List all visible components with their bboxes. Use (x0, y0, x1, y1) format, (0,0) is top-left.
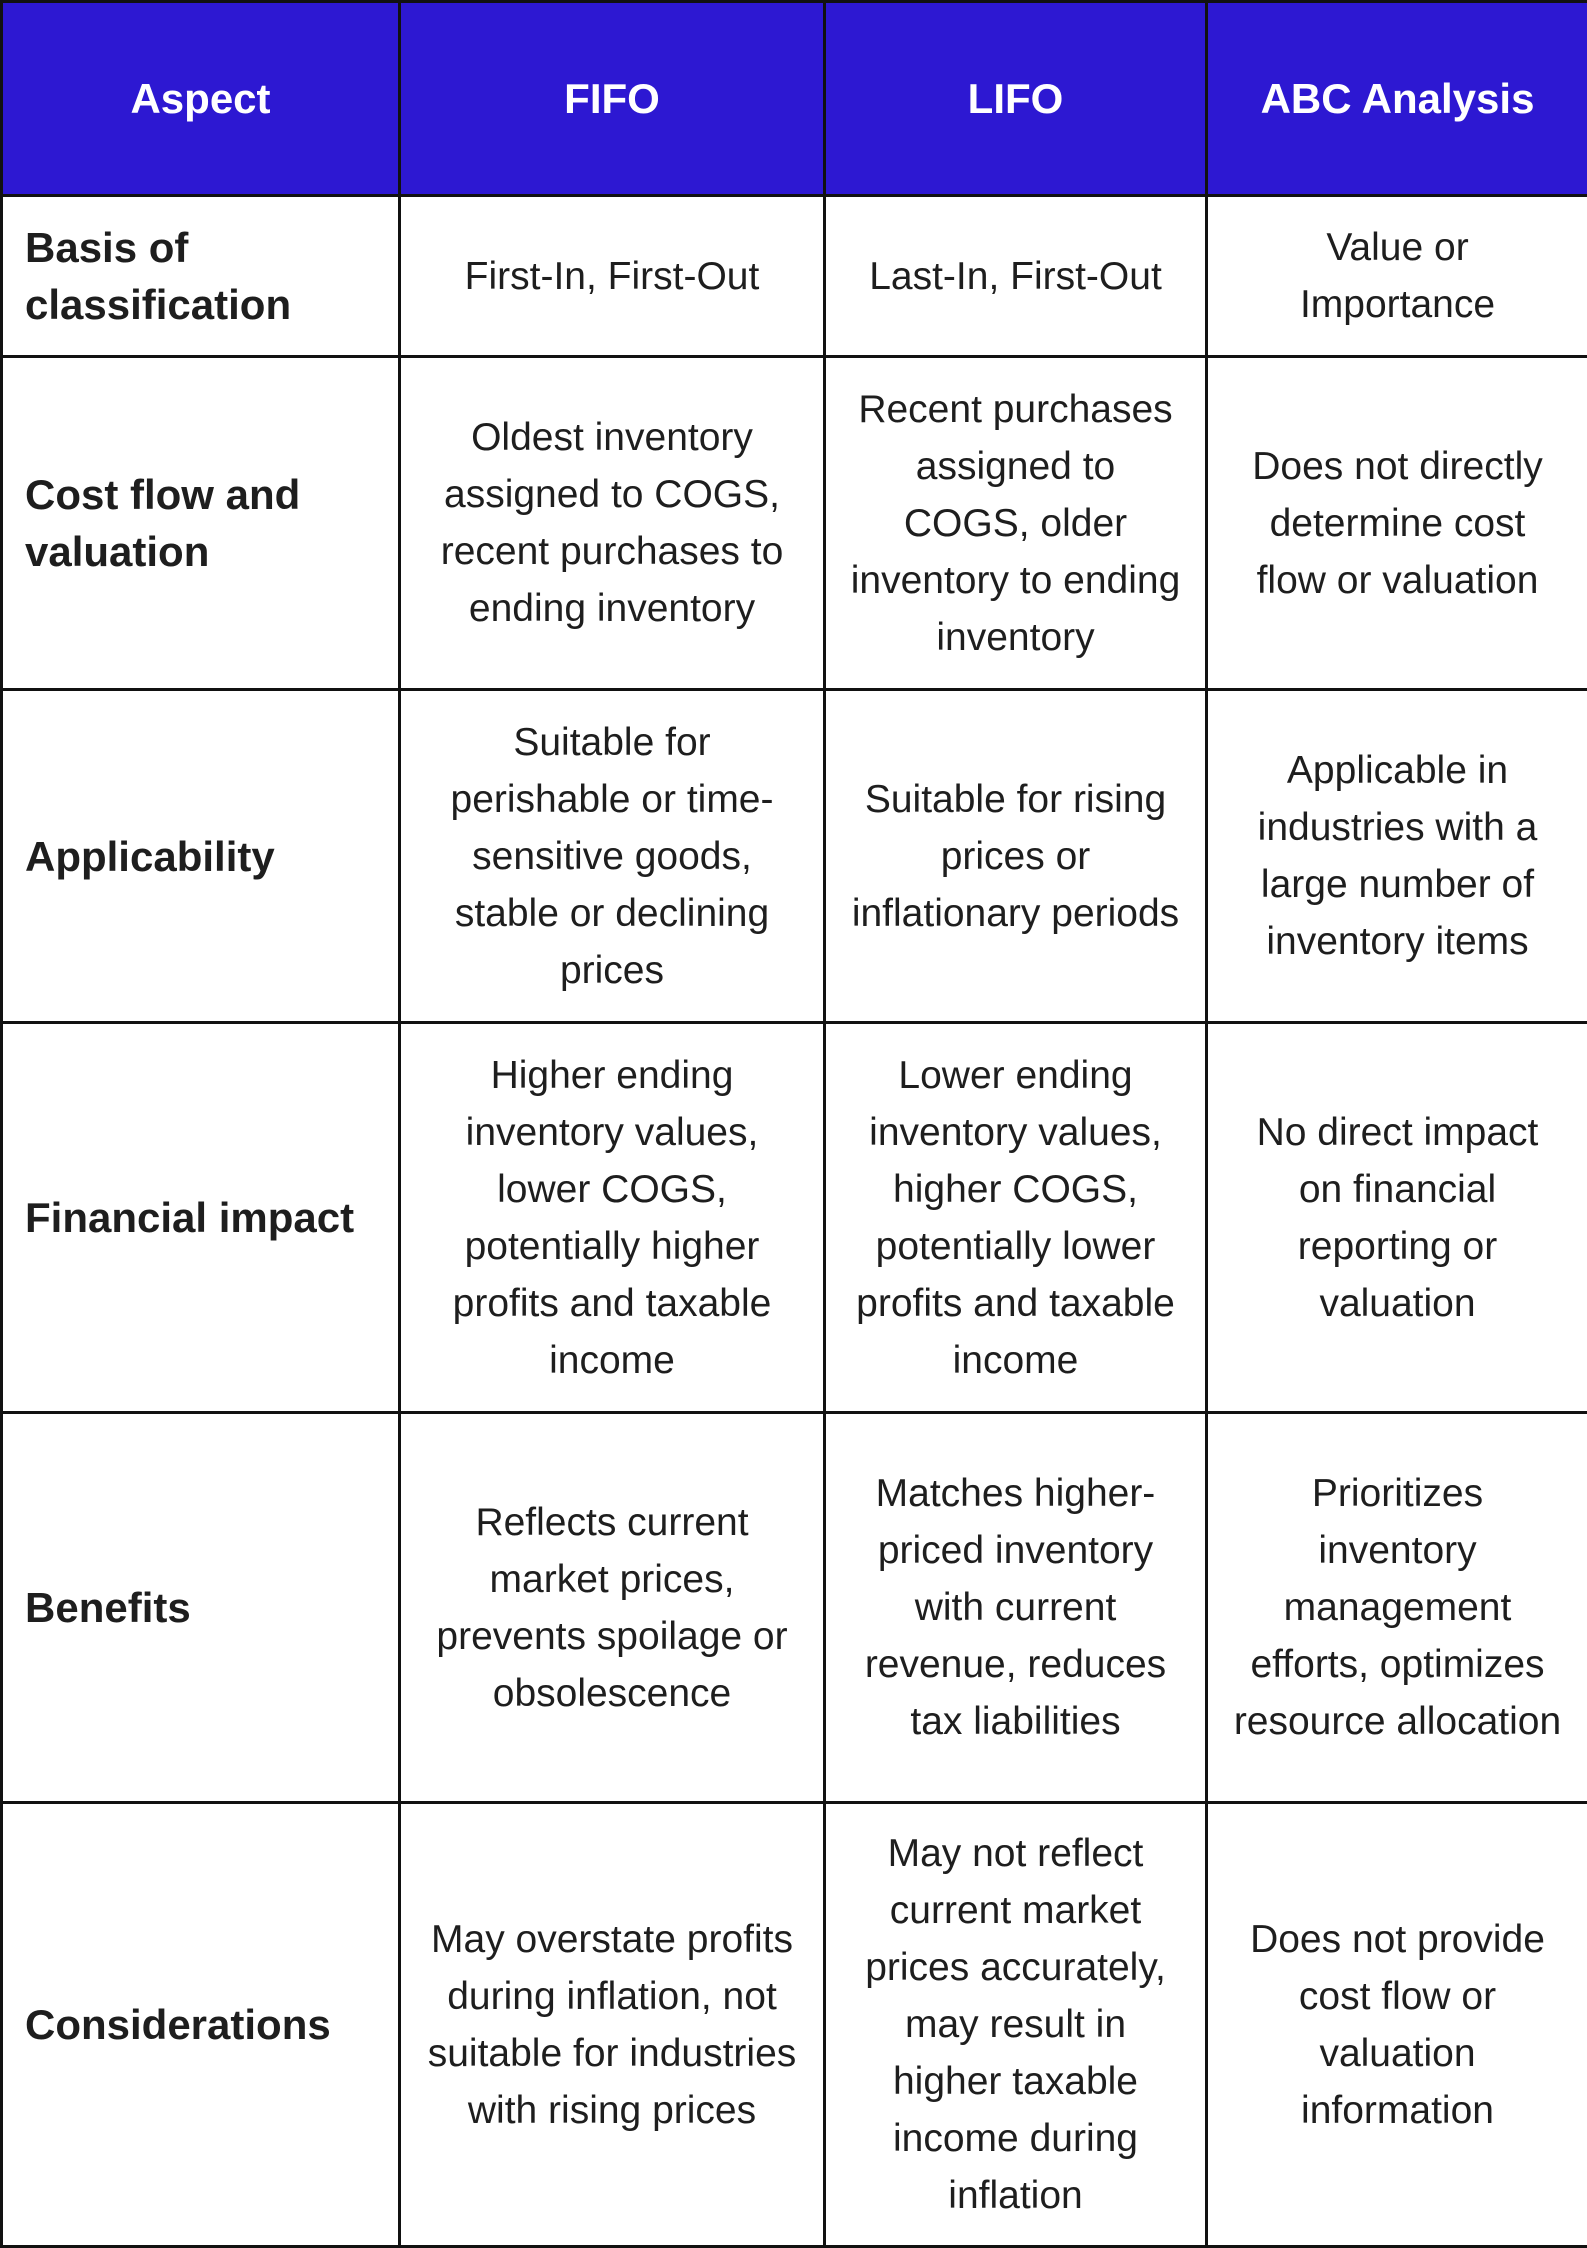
abc-cell: Applicable in industries with a large number of inventory items (1207, 690, 1587, 1023)
lifo-cell: Suitable for rising prices or inflationary periods (825, 690, 1207, 1023)
fifo-cell: Higher ending inventory values, lower COGS, potentially higher profits and taxable income (400, 1023, 825, 1413)
row-aspect-label: Cost flow and valuation (2, 357, 400, 690)
row-aspect-label: Financial impact (2, 1023, 400, 1413)
row-aspect-label: Basis of classification (2, 196, 400, 357)
lifo-cell: Lower ending inventory values, higher COGS, potentially lower profits and taxable income (825, 1023, 1207, 1413)
table-row (2, 357, 1587, 690)
table-header (2, 2, 1587, 196)
fifo-cell: Reflects current market prices, prevents spoilage or obsolescence (400, 1413, 825, 1803)
abc-cell: Does not directly determine cost flow or valuation (1207, 357, 1587, 690)
fifo-cell: Suitable for perishable or time-sensitive goods, stable or declining prices (400, 690, 825, 1023)
header-fifo: FIFO (400, 2, 825, 196)
abc-cell: Value or Importance (1207, 196, 1587, 357)
lifo-cell: Matches higher-priced inventory with current revenue, reduces tax liabilities (825, 1413, 1207, 1803)
row-aspect-label: Considerations (2, 1803, 400, 2247)
row-aspect-label: Benefits (2, 1413, 400, 1803)
table-body (2, 196, 1587, 2247)
header-aspect: Aspect (2, 2, 400, 196)
lifo-cell: Last-In, First-Out (825, 196, 1207, 357)
fifo-cell: Oldest inventory assigned to COGS, recent purchases to ending inventory (400, 357, 825, 690)
table-row (2, 1023, 1587, 1413)
table-row (2, 1413, 1587, 1803)
table-row (2, 196, 1587, 357)
header-row (2, 2, 1587, 196)
abc-cell: Prioritizes inventory management efforts, optimizes resource allocation (1207, 1413, 1587, 1803)
abc-cell: No direct impact on financial reporting or valuation (1207, 1023, 1587, 1413)
abc-cell: Does not provide cost flow or valuation information (1207, 1803, 1587, 2247)
fifo-cell: May overstate profits during inflation, not suitable for industries with rising prices (400, 1803, 825, 2247)
row-aspect-label: Applicability (2, 690, 400, 1023)
fifo-cell: First-In, First-Out (400, 196, 825, 357)
header-abc-analysis: ABC Analysis (1207, 2, 1587, 196)
lifo-cell: May not reflect current market prices accurately, may result in higher taxable income during inflation (825, 1803, 1207, 2247)
table-row (2, 690, 1587, 1023)
table-row (2, 1803, 1587, 2247)
header-lifo: LIFO (825, 2, 1207, 196)
lifo-cell: Recent purchases assigned to COGS, older inventory to ending inventory (825, 357, 1207, 690)
